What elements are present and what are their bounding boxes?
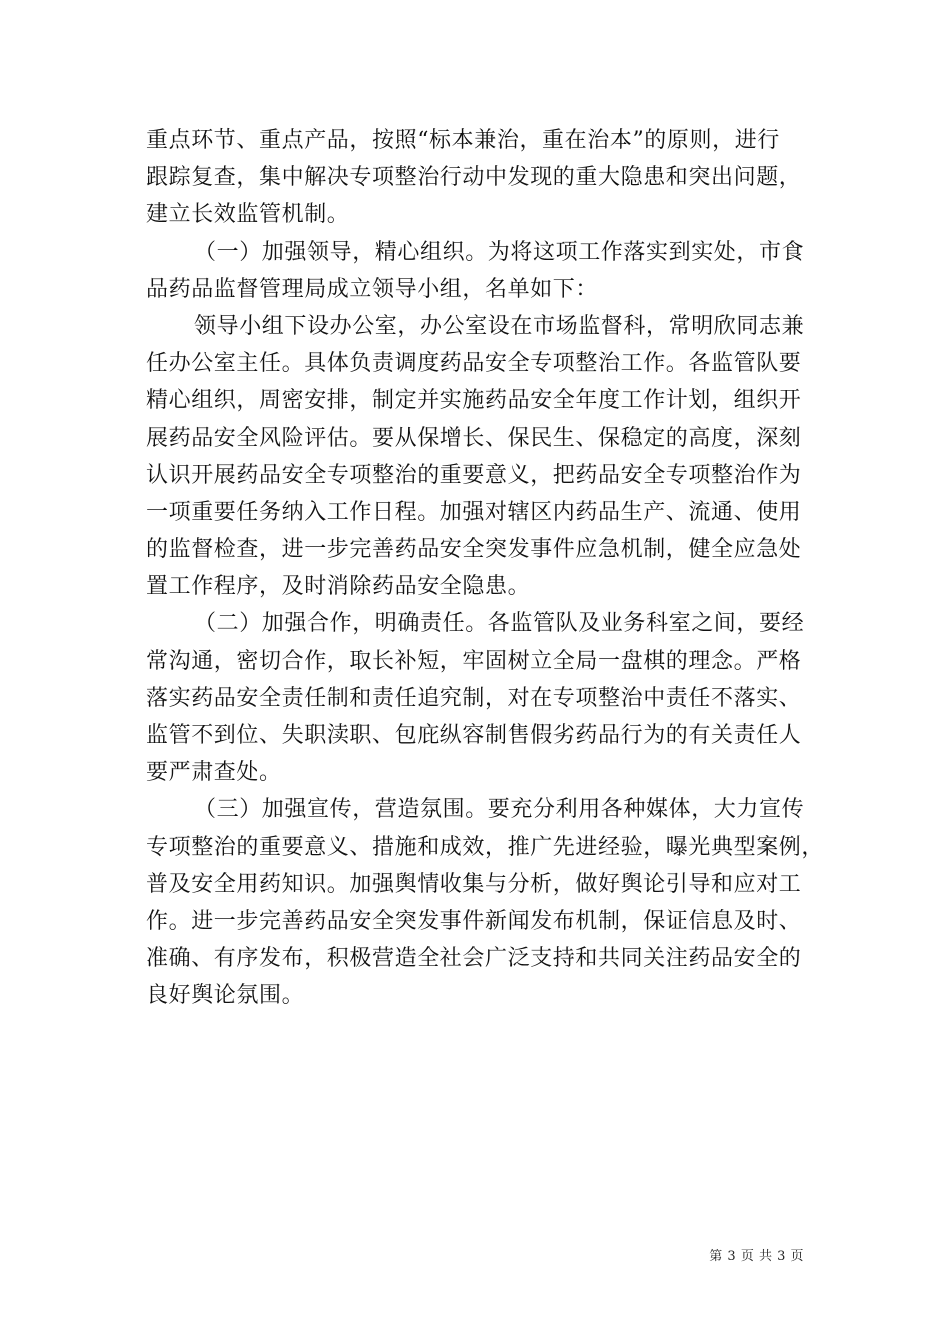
text-line: 准确、有序发布，积极营造全社会广泛支持和共同关注药品安全的	[146, 946, 802, 972]
text-line: 重点环节、重点产品，按照“标本兼治，重在治本”的原则，进行	[146, 128, 780, 153]
text-line: 认识开展药品安全专项整治的重要意义，把药品安全专项整治作为	[146, 462, 802, 488]
text-line: 品药品监督管理局成立领导小组，名单如下：	[146, 276, 599, 302]
text-line: 领导小组下设办公室，办公室设在市场监督科，常明欣同志兼	[194, 313, 805, 339]
text-line: 置工作程序，及时消除药品安全隐患。	[146, 574, 531, 600]
text-line: 常沟通，密切合作，取长补短，牢固树立全局一盘棋的理念。严格	[146, 648, 802, 674]
text-line: 要严肃查处。	[146, 760, 282, 786]
text-line: 展药品安全风险评估。要从保增长、保民生、保稳定的高度，深刻	[146, 425, 802, 451]
text-line: （三）加强宣传，营造氛围。要充分利用各种媒体，大力宣传	[194, 797, 805, 823]
text-line: 任办公室主任。具体负责调度药品安全专项整治工作。各监管队要	[146, 351, 802, 377]
text-line: 专项整治的重要意义、措施和成效，推广先进经验，曝光典型案例，	[146, 834, 825, 860]
text-line: （二）加强合作，明确责任。各监管队及业务科室之间，要经	[194, 611, 805, 637]
document-body	[146, 122, 825, 1015]
text-line: 一项重要任务纳入工作日程。加强对辖区内药品生产、流通、使用	[146, 499, 802, 525]
text-line: 普及安全用药知识。加强舆情收集与分析，做好舆论引导和应对工	[146, 871, 802, 897]
text-line: 良好舆论氛围。	[146, 983, 305, 1009]
text-line: （一）加强领导，精心组织。为将这项工作落实到实处，市食	[194, 239, 805, 265]
text-line: 的监督检查，进一步完善药品安全突发事件应急机制，健全应急处	[146, 537, 802, 563]
text-line: 建立长效监管机制。	[146, 202, 350, 228]
text-line: 精心组织，周密安排，制定并实施药品安全年度工作计划，组织开	[146, 388, 802, 414]
text-line: 跟踪复查，集中解决专项整治行动中发现的重大隐患和突出问题，	[146, 165, 802, 191]
page-footer: 第 3 页 共 3 页	[709, 1249, 804, 1264]
text-line: 落实药品安全责任制和责任追究制，对在专项整治中责任不落实、	[146, 685, 802, 711]
text-line: 作。进一步完善药品安全突发事件新闻发布机制，保证信息及时、	[146, 908, 802, 934]
text-line: 监管不到位、失职渎职、包庇纵容制售假劣药品行为的有关责任人	[146, 723, 802, 748]
